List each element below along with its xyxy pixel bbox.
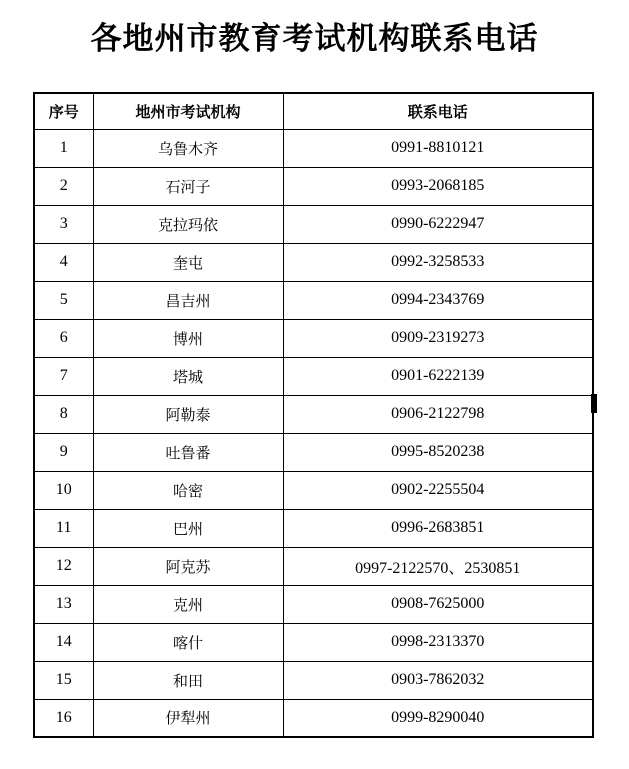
phone-cell: 0996-2683851 (283, 509, 593, 547)
row-number-cell: 11 (34, 509, 93, 547)
phone-cell: 0903-7862032 (283, 661, 593, 699)
table-row (34, 243, 593, 281)
row-number-cell: 12 (34, 547, 93, 585)
table-row (34, 129, 593, 167)
header-organization: 地州市考试机构 (93, 93, 283, 129)
header-row (34, 93, 593, 129)
org-cell: 哈密 (93, 471, 283, 509)
row-number-cell: 3 (34, 205, 93, 243)
org-cell: 阿勒泰 (93, 395, 283, 433)
page-title: 各地州市教育考试机构联系电话 (90, 21, 539, 56)
table-row (34, 699, 593, 737)
table-row (34, 509, 593, 547)
row-number-cell: 7 (34, 357, 93, 395)
org-cell: 和田 (93, 661, 283, 699)
phone-cell: 0909-2319273 (283, 319, 593, 357)
phone-cell: 0997-2122570、2530851 (283, 547, 593, 585)
row-number-cell: 15 (34, 661, 93, 699)
org-cell: 喀什 (93, 623, 283, 661)
row-number-cell: 8 (34, 395, 93, 433)
org-cell: 阿克苏 (93, 547, 283, 585)
row-number-cell: 10 (34, 471, 93, 509)
table-row (34, 585, 593, 623)
phone-cell: 0901-6222139 (283, 357, 593, 395)
table-row (34, 623, 593, 661)
row-number-cell: 4 (34, 243, 93, 281)
org-cell: 博州 (93, 319, 283, 357)
table-header (34, 93, 593, 129)
phone-cell: 0991-8810121 (283, 129, 593, 167)
phone-cell: 0995-8520238 (283, 433, 593, 471)
table-row (34, 205, 593, 243)
table-row (34, 167, 593, 205)
phone-cell: 0906-2122798 (283, 395, 593, 433)
org-cell: 吐鲁番 (93, 433, 283, 471)
table-row (34, 395, 593, 433)
phone-cell: 0993-2068185 (283, 167, 593, 205)
row-number-cell: 1 (34, 129, 93, 167)
org-cell: 克拉玛依 (93, 205, 283, 243)
org-cell: 乌鲁木齐 (93, 129, 283, 167)
org-cell: 巴州 (93, 509, 283, 547)
phone-cell: 0998-2313370 (283, 623, 593, 661)
org-cell: 石河子 (93, 167, 283, 205)
row-number-cell: 14 (34, 623, 93, 661)
org-cell: 昌吉州 (93, 281, 283, 319)
row-number-cell: 2 (34, 167, 93, 205)
org-cell: 塔城 (93, 357, 283, 395)
header-number: 序号 (34, 93, 93, 129)
right-edge-mark (591, 394, 597, 413)
table-row (34, 547, 593, 585)
org-cell: 伊犁州 (93, 699, 283, 737)
table-body (34, 129, 593, 737)
phone-cell: 0992-3258533 (283, 243, 593, 281)
header-phone: 联系电话 (283, 93, 593, 129)
org-cell: 克州 (93, 585, 283, 623)
row-number-cell: 6 (34, 319, 93, 357)
row-number-cell: 9 (34, 433, 93, 471)
table-row (34, 433, 593, 471)
phone-cell: 0994-2343769 (283, 281, 593, 319)
phone-cell: 0990-6222947 (283, 205, 593, 243)
table-row (34, 319, 593, 357)
row-number-cell: 16 (34, 699, 93, 737)
phone-cell: 0999-8290040 (283, 699, 593, 737)
table-row (34, 357, 593, 395)
row-number-cell: 13 (34, 585, 93, 623)
org-cell: 奎屯 (93, 243, 283, 281)
table-row (34, 471, 593, 509)
row-number-cell: 5 (34, 281, 93, 319)
table-row (34, 661, 593, 699)
table-row (34, 281, 593, 319)
phone-cell: 0908-7625000 (283, 585, 593, 623)
contact-table (33, 92, 594, 738)
phone-cell: 0902-2255504 (283, 471, 593, 509)
